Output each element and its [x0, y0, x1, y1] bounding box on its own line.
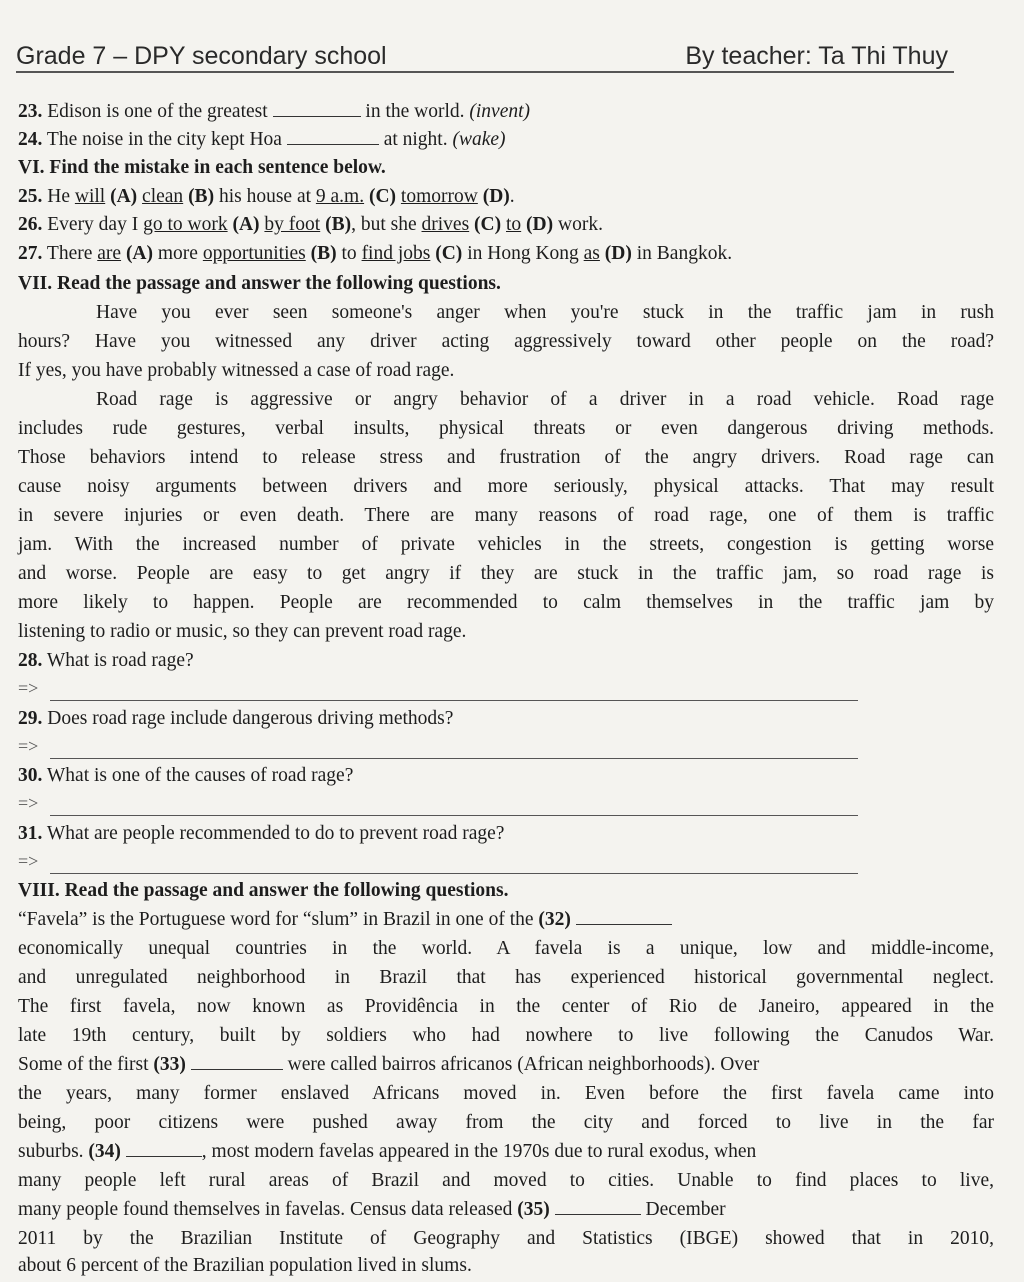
- answer-line-29[interactable]: [18, 736, 858, 764]
- answer-rule: [50, 815, 858, 816]
- passage-line: Have you ever seen someone's anger when you're stuck in the traffic jam in rush: [96, 302, 994, 323]
- question-30: 30. What is one of the causes of road rage?: [18, 765, 354, 786]
- arrow-icon: =>: [18, 736, 39, 756]
- option-a: will: [74, 186, 106, 207]
- passage-line: listening to radio or music, so they can prevent road rage.: [18, 621, 467, 642]
- answer-blank-32[interactable]: [576, 906, 672, 925]
- passage-line: hours? Have you witnessed any driver acting aggressively toward other people on the road?: [18, 331, 994, 352]
- answer-line-30[interactable]: [18, 793, 858, 821]
- question-28: 28. What is road rage?: [18, 650, 194, 671]
- answer-line-28[interactable]: [18, 678, 858, 706]
- passage-line: suburbs. (34) , most modern favelas appeared in the 1970s due to rural exodus, when: [18, 1138, 994, 1166]
- arrow-icon: =>: [18, 793, 39, 813]
- teacher-name: By teacher: Ta Thi Thuy: [685, 42, 948, 70]
- passage-line: being, poor citizens were pushed away from the city and forced to live in the far: [18, 1112, 994, 1133]
- passage-line: cause noisy arguments between drivers and more seriously, physical attacks. That may result: [18, 476, 994, 497]
- page-header: [16, 38, 1006, 78]
- passage-line: Road rage is aggressive or angry behavior of a driver in a road vehicle. Road rage: [96, 389, 994, 410]
- passage-line: in severe injuries or even death. There are many reasons of road rage, one of them is traffic: [18, 505, 994, 526]
- passage-line: If yes, you have probably witnessed a case of road rage.: [18, 360, 455, 381]
- passage-line: “Favela” is the Portuguese word for “slum” in Brazil in one of the (32): [18, 906, 994, 934]
- question-23: 23. Edison is one of the greatest in the world. (invent): [18, 98, 994, 126]
- option-d: tomorrow: [400, 186, 478, 207]
- answer-rule: [50, 758, 858, 759]
- answer-line-31[interactable]: [18, 851, 858, 879]
- question-24: 24. The noise in the city kept Hoa at night. (wake): [18, 126, 994, 154]
- passage-line: includes rude gestures, verbal insults, physical threats or even dangerous driving methods.: [18, 418, 994, 439]
- answer-rule: [50, 873, 858, 874]
- passage-line: late 19th century, built by soldiers who had nowhere to live following the Canudos War.: [18, 1025, 994, 1046]
- question-31: 31. What are people recommended to do to prevent road rage?: [18, 823, 505, 844]
- word-hint: (wake): [452, 129, 506, 150]
- option-a: are: [97, 243, 122, 264]
- passage-line: many people left rural areas of Brazil and moved to cities. Unable to find places to live,: [18, 1170, 994, 1191]
- passage-line: many people found themselves in favelas. Census data released (35) December: [18, 1196, 994, 1224]
- answer-blank[interactable]: [287, 126, 379, 145]
- word-hint: (invent): [469, 101, 531, 122]
- option-b: opportunities: [202, 243, 306, 264]
- question-29: 29. Does road rage include dangerous driving methods?: [18, 708, 454, 729]
- option-b: by foot: [264, 214, 321, 235]
- question-25: 25. He will (A) clean (B) his house at 9 a.m. (C) tomorrow (D).: [18, 186, 515, 207]
- arrow-icon: =>: [18, 678, 39, 698]
- passage-line: Those behaviors intend to release stress and frustration of the angry drivers. Road rage can: [18, 447, 994, 468]
- answer-blank[interactable]: [273, 98, 361, 117]
- passage-line: jam. With the increased number of private vehicles in the streets, congestion is getting worse: [18, 534, 994, 555]
- option-c: find jobs: [361, 243, 431, 264]
- passage-line: Some of the first (33) were called bairros africanos (African neighborhoods). Over: [18, 1051, 994, 1079]
- option-a: go to work: [143, 214, 228, 235]
- question-27: 27. There are (A) more opportunities (B) to find jobs (C) in Hong Kong as (D) in Bangkok.: [18, 243, 733, 264]
- option-b: clean: [142, 186, 184, 207]
- passage-line: the years, many former enslaved Africans moved in. Even before the first favela came into: [18, 1083, 994, 1104]
- option-c: drives: [421, 214, 470, 235]
- question-26: 26. Every day I go to work (A) by foot (B), but she drives (C) to (D) work.: [18, 214, 603, 235]
- passage-line: more likely to happen. People are recommended to calm themselves in the traffic jam by: [18, 592, 994, 613]
- passage-line: The first favela, now known as Providência in the center of Rio de Janeiro, appeared in the: [18, 996, 994, 1017]
- answer-blank-35[interactable]: [555, 1196, 641, 1215]
- passage-line: economically unequal countries in the world. A favela is a unique, low and middle-income,: [18, 938, 994, 959]
- section-6-heading: VI. Find the mistake in each sentence below.: [18, 157, 386, 178]
- header-rule: [16, 71, 954, 73]
- passage-line: about 6 percent of the Brazilian population lived in slums.: [18, 1255, 472, 1276]
- answer-blank-34[interactable]: [126, 1138, 202, 1157]
- answer-rule: [50, 700, 858, 701]
- option-d: as: [583, 243, 600, 264]
- passage-line: 2011 by the Brazilian Institute of Geography and Statistics (IBGE) showed that in 2010,: [18, 1228, 994, 1249]
- school-name: Grade 7 – DPY secondary school: [16, 42, 387, 70]
- option-c: 9 a.m.: [315, 186, 365, 207]
- passage-line: and worse. People are easy to get angry if they are stuck in the traffic jam, so road rage is: [18, 563, 994, 584]
- answer-blank-33[interactable]: [191, 1051, 283, 1070]
- section-8-heading: VIII. Read the passage and answer the following questions.: [18, 880, 509, 901]
- option-d: to: [506, 214, 522, 235]
- arrow-icon: =>: [18, 851, 39, 871]
- passage-line: and unregulated neighborhood in Brazil that has experienced historical governmental neglect.: [18, 967, 994, 988]
- section-7-heading: VII. Read the passage and answer the following questions.: [18, 273, 501, 294]
